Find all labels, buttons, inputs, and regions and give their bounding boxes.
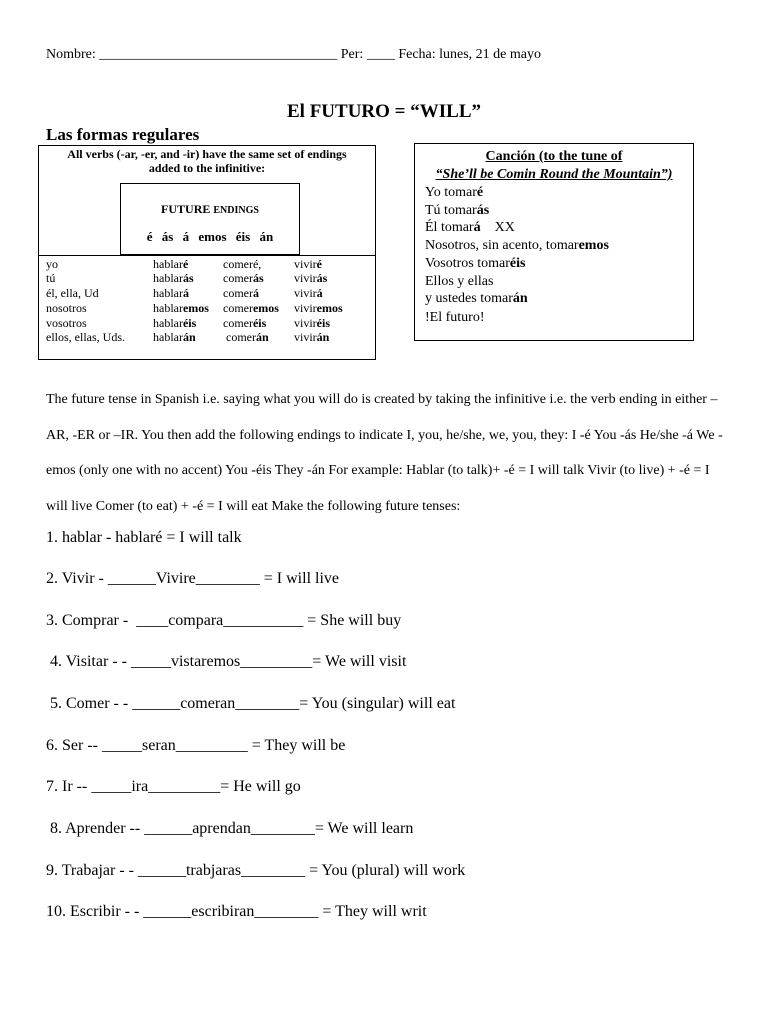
conjugation-row xyxy=(39,271,375,286)
exercise-item: 6. Ser -- _____seran_________ = They will be xyxy=(46,737,346,754)
pronoun: él, ella, Ud xyxy=(46,286,99,300)
ar-form: hablarás xyxy=(153,271,194,285)
future-endings-title-main: FUTURE xyxy=(161,202,211,216)
ending-item: é xyxy=(146,229,153,244)
exercise-item: 9. Trabajar - - ______trabjaras________ = You (plural) will work xyxy=(46,862,466,879)
future-endings-box xyxy=(120,183,300,255)
er-form: comeréis xyxy=(223,316,267,330)
song-line: Ellos y ellas xyxy=(425,274,494,289)
endings-box xyxy=(38,145,376,360)
song-line: Él tomará XX xyxy=(425,220,515,235)
ending-item: éis xyxy=(235,229,251,244)
song-line: Nosotros, sin acento, tomaremos xyxy=(425,238,609,253)
ar-form: hablaremos xyxy=(153,301,209,315)
exercise-item: 1. hablar - hablaré = I will talk xyxy=(46,529,242,546)
explanation-paragraph: The future tense in Spanish i.e. saying what you will do is created by taking the infinitive i.e. the verb ending in either –AR, -ER or –IR. You then add the following endings to indicate I, you, he/she, we, you, they: I -é You -ás He/she -á We -emos (only one with no accent) You -éis They -án For example: Hablar (to talk)+ -é = I will talk Vivir (to live) + -é = I will live Comer (to eat) + -é = I will eat Make the following future tenses: xyxy=(46,392,723,514)
pronoun: tú xyxy=(46,271,56,285)
er-form: comerán xyxy=(226,330,269,344)
endings-intro-line-1: All verbs (-ar, -er, and -ir) have the same set of endings xyxy=(67,147,347,161)
ir-form: viviré xyxy=(294,257,322,271)
song-title: Canción (to the tune of xyxy=(485,149,623,164)
song-line: Yo tomaré xyxy=(425,185,484,200)
section-subtitle: Las formas regulares xyxy=(46,125,200,144)
ending-item: á xyxy=(182,229,190,244)
pronoun: yo xyxy=(46,257,58,271)
ending-item: ás xyxy=(161,229,174,244)
song-subtitle: “She’ll be Comin Round the Mountain”) xyxy=(435,167,673,182)
future-endings-list xyxy=(121,229,299,245)
exercise-item: 7. Ir -- _____ira_________= He will go xyxy=(46,778,301,795)
ar-form: hablaré xyxy=(153,257,189,271)
endings-intro-line-2: added to the infinitive: xyxy=(148,161,266,175)
conjugation-row xyxy=(39,316,375,331)
exercise-item: 10. Escribir - - ______escribiran________ = They will writ xyxy=(46,903,427,920)
ar-form: hablarán xyxy=(153,330,196,344)
endings-divider xyxy=(39,255,375,256)
ir-form: vivirán xyxy=(294,330,330,344)
page-title: El FUTURO = “WILL” xyxy=(287,101,481,122)
ar-form: hablaréis xyxy=(153,316,197,330)
future-endings-title-small: ENDINGS xyxy=(213,205,259,216)
exercise-item: 4. Visitar - - _____vistaremos_________= We will visit xyxy=(46,653,407,670)
conjugation-row xyxy=(39,301,375,316)
pronoun: ellos, ellas, Uds. xyxy=(46,330,125,344)
ending-item: emos xyxy=(198,229,227,244)
ar-form: hablará xyxy=(153,286,189,300)
ending-item: án xyxy=(259,229,274,244)
exercise-item: 2. Vivir - ______Vivire________ = I will live xyxy=(46,570,339,587)
song-line: Vosotros tomaréis xyxy=(425,256,526,271)
ir-form: viviréis xyxy=(294,316,331,330)
ir-form: vivirás xyxy=(294,271,328,285)
pronoun: vosotros xyxy=(46,316,87,330)
exercise-item: 8. Aprender -- ______aprendan________= We will learn xyxy=(46,820,414,837)
er-form: comeré, xyxy=(223,257,262,271)
ir-form: vivirá xyxy=(294,286,323,300)
future-endings-title xyxy=(121,202,299,217)
header-line: Nombre: __________________________________ Per: ____ Fecha: lunes, 21 de mayo xyxy=(46,47,542,62)
er-form: comerá xyxy=(223,286,259,300)
conjugation-row xyxy=(39,330,375,345)
er-form: comerás xyxy=(223,271,264,285)
ir-form: viviremos xyxy=(294,301,343,315)
er-form: comeremos xyxy=(223,301,279,315)
song-line: !El futuro! xyxy=(425,310,485,325)
endings-intro xyxy=(39,147,375,175)
song-box xyxy=(414,143,694,341)
exercise-item: 5. Comer - - ______comeran________= You (singular) will eat xyxy=(46,695,456,712)
conjugation-row xyxy=(39,286,375,301)
pronoun: nosotros xyxy=(46,301,87,315)
song-line: y ustedes tomarán xyxy=(425,291,528,306)
exercise-item: 3. Comprar - ____compara__________ = She will buy xyxy=(46,612,402,629)
song-line: Tú tomarás xyxy=(425,203,490,218)
conjugation-row xyxy=(39,257,375,272)
